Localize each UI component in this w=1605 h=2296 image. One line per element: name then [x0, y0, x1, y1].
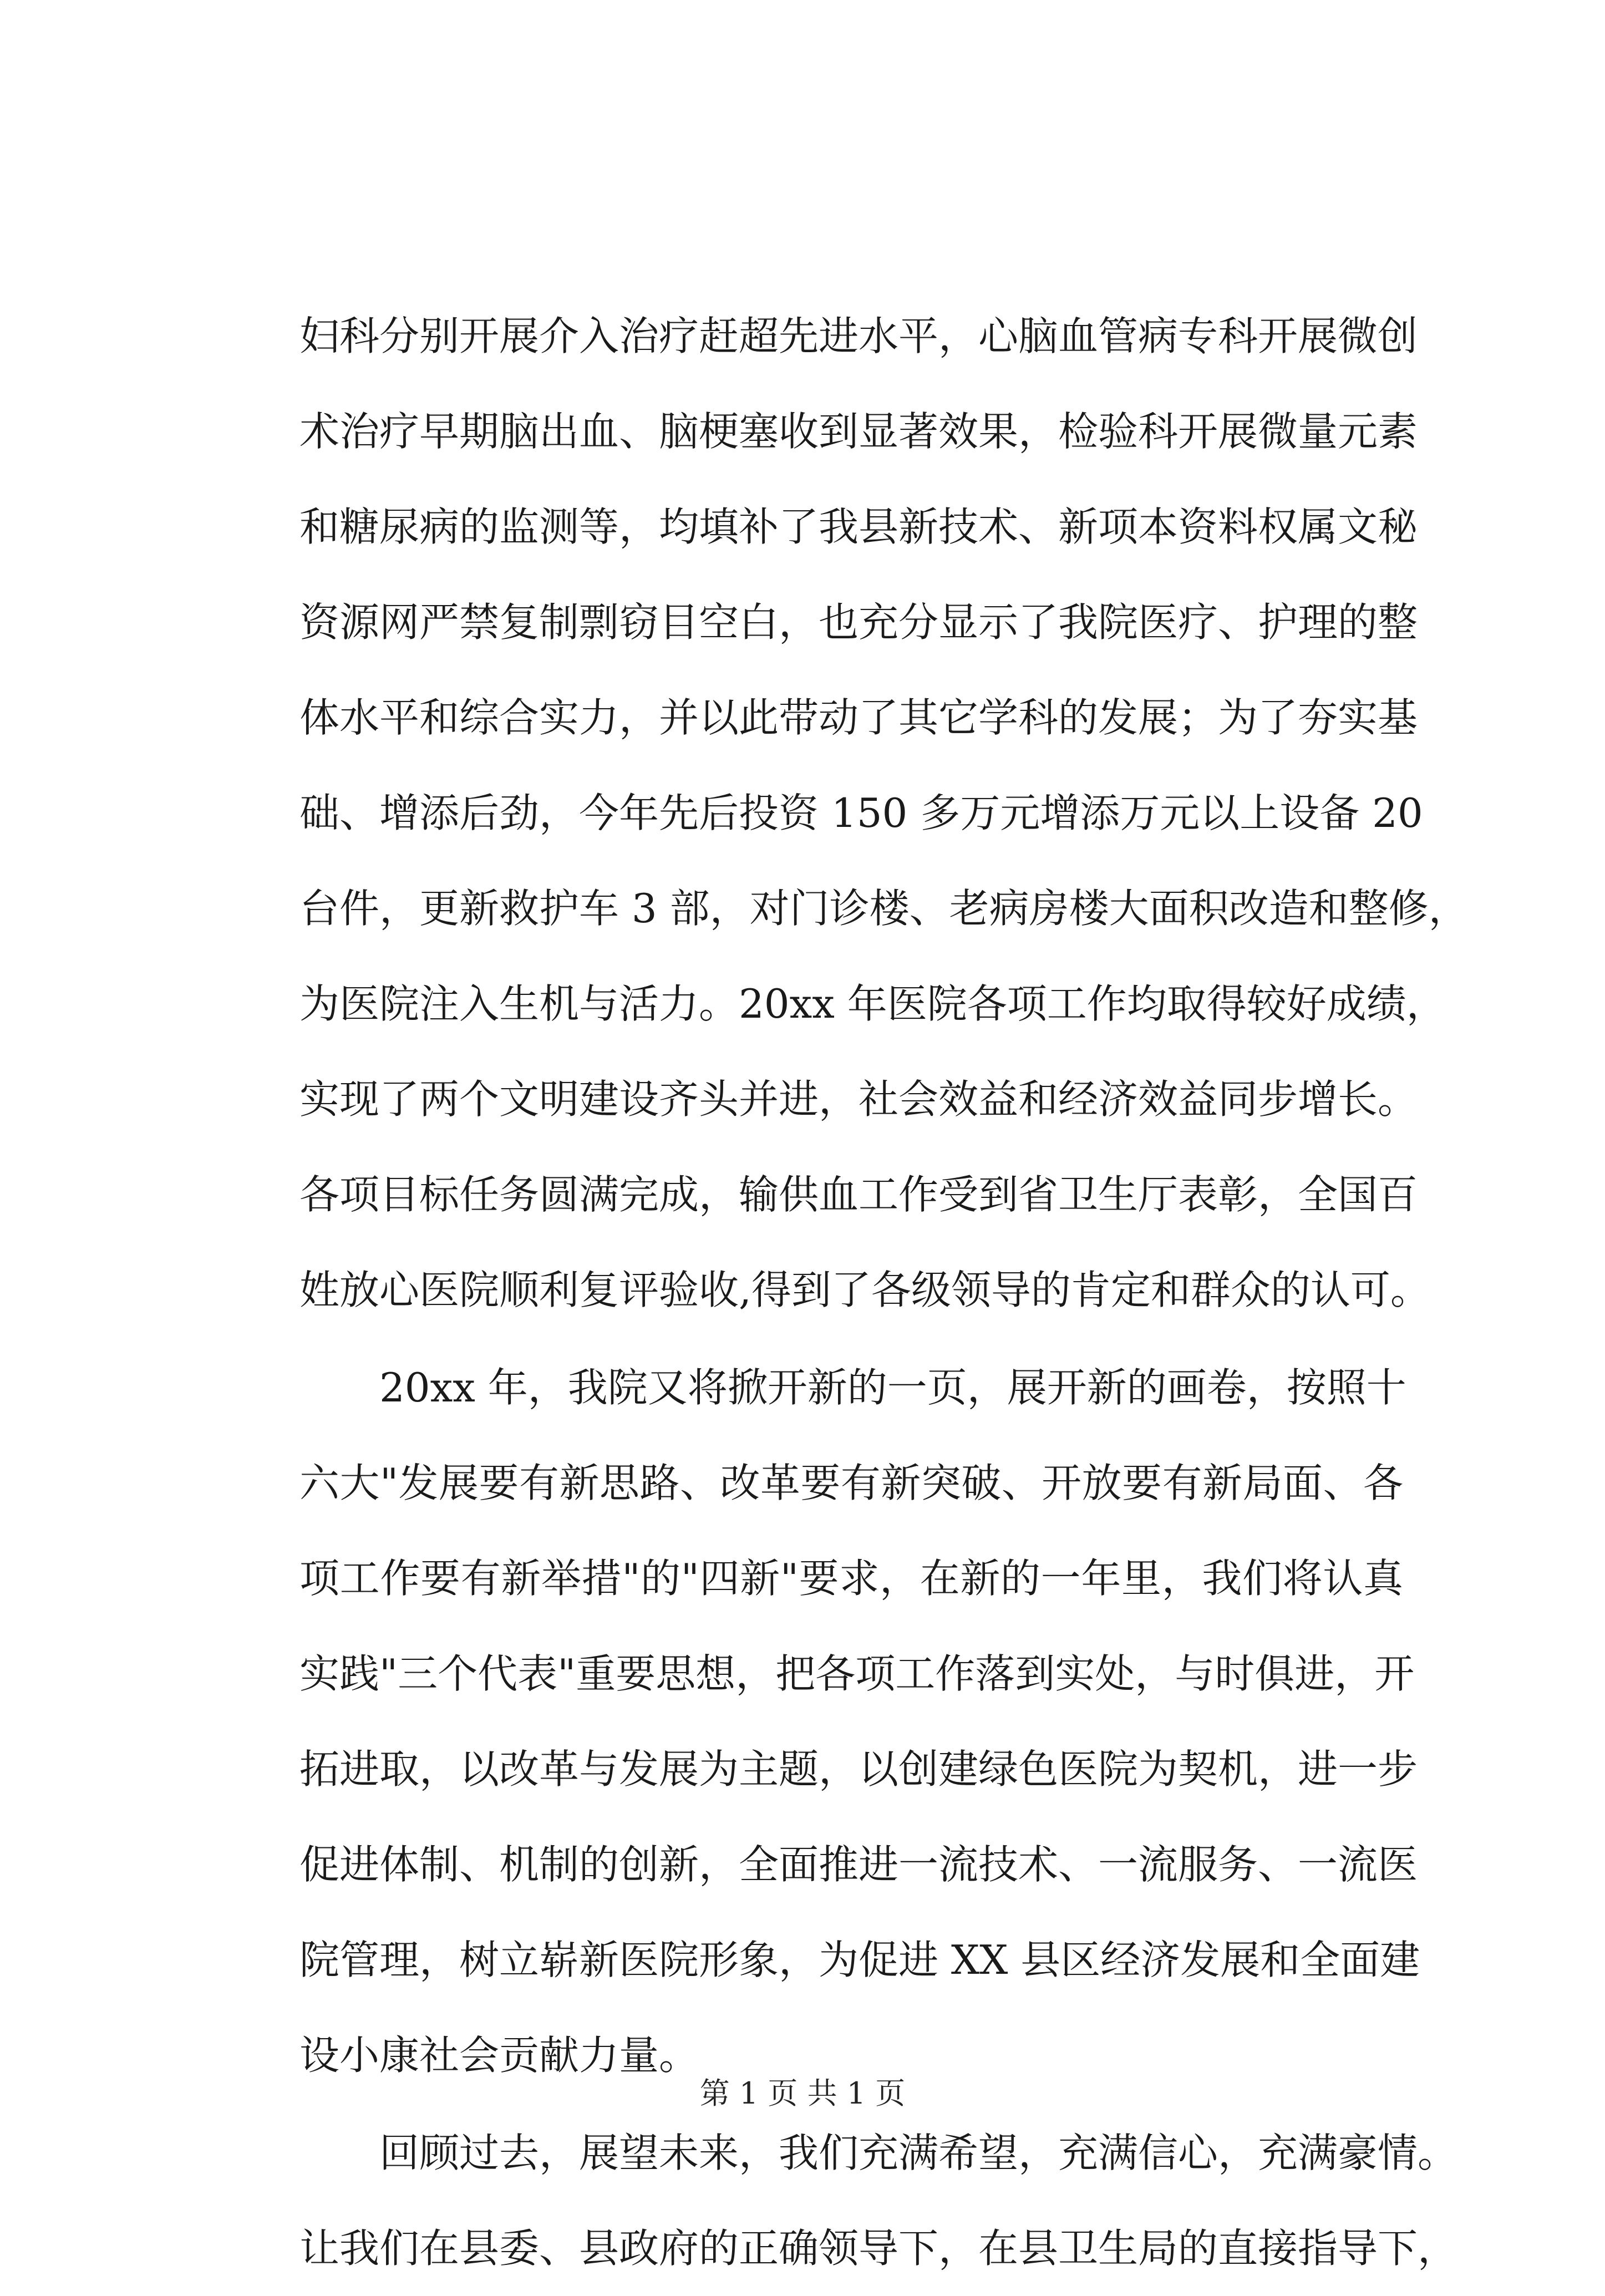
text-line: 资源网严禁复制剽窃目空白，也充分显示了我院医疗、护理的整 — [299, 599, 1418, 646]
text-line-content: 20xx 年，我院又将掀开新的一页，展开新的画卷，按照十 — [379, 1364, 1406, 1411]
page-number-label: 第 1 页 共 1 页 — [699, 2076, 906, 2111]
text-line: 术治疗早期脑出血、脑梗塞收到显著效果，检验科开展微量元素 — [299, 408, 1418, 455]
text-line: 拓进取，以改革与发展为主题，以创建绿色医院为契机，进一步 — [299, 1746, 1418, 1792]
text-line: 础、增添后劲，今年先后投资 150 多万元增添万元以上设备 20 — [299, 790, 1423, 836]
text-line: 为医院注入生机与活力。20xx 年医院各项工作均取得较好成绩， — [299, 981, 1446, 1027]
text-line: 实现了两个文明建设齐头并进，社会效益和经济效益同步增长。 — [299, 1076, 1418, 1122]
text-line: 台件，更新救护车 3 部，对门诊楼、老病房楼大面积改造和整修， — [299, 885, 1469, 932]
paragraph-2 — [299, 1340, 1420, 2103]
page-footer — [0, 2071, 1605, 2116]
text-line: 让我们在县委、县政府的正确领导下，在县卫生局的直接指导下， — [299, 2225, 1458, 2272]
text-line: 姓放心医院顺利复评验收,得到了各级领导的肯定和群众的认可。 — [299, 1267, 1430, 1313]
document-body — [299, 288, 1469, 2296]
text-line-content: 回顾过去，展望未来，我们充满希望，充满信心，充满豪情。 — [379, 2130, 1458, 2176]
text-line: 促进体制、机制的创新，全面推进一流技术、一流服务、一流医 — [299, 1841, 1418, 1888]
paragraph-1 — [299, 288, 1469, 1338]
text-line: 各项目标任务圆满完成，输供血工作受到省卫生厅表彰，全国百 — [299, 1171, 1418, 1218]
text-line: 和糖尿病的监测等，均填补了我县新技术、新项本资料权属文秘 — [299, 504, 1418, 550]
text-line: 院管理，树立崭新医院形象，为促进 XX 县区经济发展和全面建 — [299, 1937, 1420, 1983]
text-line: 项工作要有新举措"的"四新"要求，在新的一年里，我们将认真 — [299, 1555, 1403, 1602]
text-line — [299, 2105, 1458, 2201]
text-line: 六大"发展要有新思路、改革要有新突破、开放要有新局面、各 — [299, 1460, 1403, 1506]
text-line — [299, 1340, 1406, 1435]
text-line: 实践"三个代表"重要思想，把各项工作落到实处，与时俱进，开 — [299, 1650, 1415, 1697]
paragraph-3 — [299, 2105, 1458, 2296]
text-line: 体水平和综合实力，并以此带动了其它学科的发展；为了夯实基 — [299, 694, 1418, 741]
text-line: 妇科分别开展介入治疗赶超先进水平，心脑血管病专科开展微创 — [299, 313, 1418, 359]
text-line: 设小康社会贡献力量。 — [299, 2032, 699, 2079]
